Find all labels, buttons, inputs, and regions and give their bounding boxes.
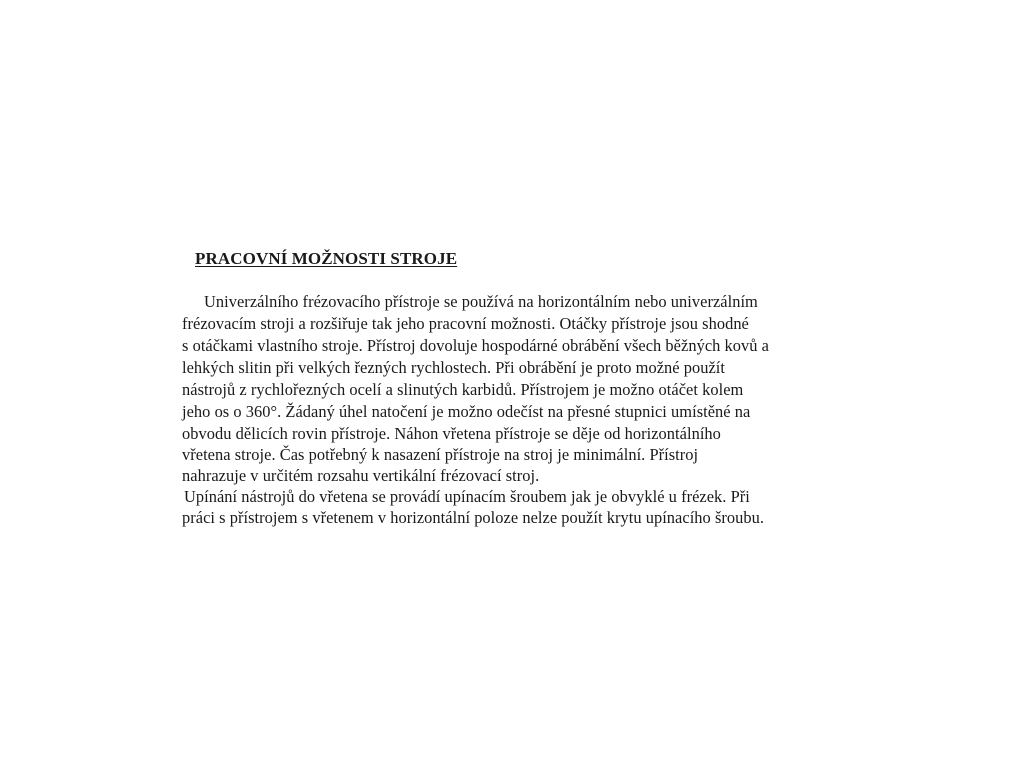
paragraph-line: nástrojů z rychlořezných ocelí a slinutých karbidů. Přístrojem je možno otáčet kolem — [182, 380, 744, 399]
paragraph-line: frézovacím stroji a rozšiřuje tak jeho pracovní možnosti. Otáčky přístroje jsou shodné — [182, 314, 749, 333]
paragraph-line: práci s přístrojem s vřetenem v horizontální poloze nelze použít krytu upínacího šroubu. — [182, 508, 765, 527]
paragraph-line: vřetena stroje. Čas potřebný k nasazení přístroje na stroj je minimální. Přístroj — [182, 445, 699, 464]
paragraph-line: lehkých slitin při velkých řezných rychlostech. Při obrábění je proto možné použít — [182, 358, 726, 377]
paragraph-line: obvodu dělicích rovin přístroje. Náhon vřetena přístroje se děje od horizontálního — [182, 424, 721, 443]
document-heading: PRACOVNÍ MOŽNOSTI STROJE — [195, 249, 458, 268]
paragraph-line: jeho os o 360°. Žádaný úhel natočení je možno odečíst na přesné stupnici umístěné na — [182, 402, 751, 421]
paragraph-line: Upínání nástrojů do vřetena se provádí upínacím šroubem jak je obvyklé u frézek. Při — [184, 487, 750, 506]
paragraph-line: Univerzálního frézovacího přístroje se používá na horizontálním nebo univerzálním — [204, 292, 758, 311]
paragraph-line: s otáčkami vlastního stroje. Přístroj dovoluje hospodárné obrábění všech běžných kovů a — [182, 336, 769, 355]
paragraph-line: nahrazuje v určitém rozsahu vertikální frézovací stroj. — [182, 466, 540, 485]
